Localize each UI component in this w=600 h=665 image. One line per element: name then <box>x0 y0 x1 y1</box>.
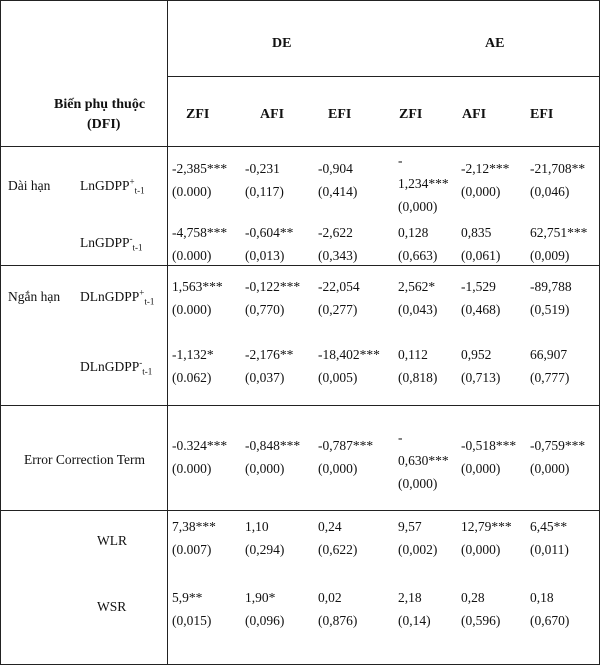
divider-long-run <box>0 265 599 266</box>
column-header-de-afi: AFI <box>260 107 285 122</box>
p-value: (0,000) <box>398 199 438 214</box>
p-value: (0,000) <box>530 461 570 476</box>
coefficient: -4,758*** <box>172 225 228 240</box>
coefficient: -22,054 <box>318 279 360 294</box>
p-value: (0,046) <box>530 184 570 199</box>
table-cell <box>245 157 284 203</box>
p-value: (0,277) <box>318 302 358 317</box>
p-value: (0,519) <box>530 302 570 317</box>
p-value: (0,294) <box>245 542 285 557</box>
coefficient: -1,132* <box>172 347 214 362</box>
table-cell <box>245 343 293 389</box>
coefficient: 7,38*** <box>172 519 216 534</box>
coefficient: -2,622 <box>318 225 353 240</box>
coefficient: 0,952 <box>461 347 492 362</box>
coefficient: 0,18 <box>530 590 554 605</box>
table-cell <box>245 275 300 321</box>
group-header-ae: AE <box>485 36 505 51</box>
table-cell <box>318 157 357 203</box>
coefficient: - <box>398 430 403 445</box>
p-value: (0.000) <box>172 184 212 199</box>
p-value: (0,770) <box>245 302 285 317</box>
variable-lngdpp-neg: LnGDPP-$_{t-1}$ <box>80 233 143 253</box>
coefficient: 1,90* <box>245 590 276 605</box>
coefficient: -2,12*** <box>461 161 510 176</box>
table-cell <box>461 515 512 561</box>
coefficient: -0.324*** <box>172 438 228 453</box>
coefficient: 2,562* <box>398 279 436 294</box>
coefficient: -0,787*** <box>318 438 374 453</box>
coefficient: 0,112 <box>398 347 428 362</box>
table-cell <box>398 343 437 389</box>
p-value: (0,596) <box>461 613 501 628</box>
section-label-short-run: Ngắn hạn <box>8 289 61 304</box>
coefficient: 12,79*** <box>461 519 512 534</box>
p-value: (0,009) <box>530 248 570 263</box>
p-value: (0,670) <box>530 613 570 628</box>
table-cell <box>172 434 227 480</box>
variable-dlngdpp-pos: DLnGDPP+$_{t-1}$ <box>80 287 155 307</box>
divider-short-run <box>0 405 599 406</box>
p-value: (0,713) <box>461 370 501 385</box>
table-cell <box>530 586 569 632</box>
column-header-de-efi: EFI <box>328 107 352 122</box>
p-value: (0,622) <box>318 542 358 557</box>
coefficient: -0,904 <box>318 161 353 176</box>
p-value: (0,818) <box>398 370 438 385</box>
coefficient: -18,402*** <box>318 347 380 362</box>
table-cell <box>318 586 357 632</box>
coefficient: -0,231 <box>245 161 280 176</box>
table-cell <box>172 343 214 389</box>
table-cell <box>172 275 223 321</box>
variable-wlr: WLR <box>97 533 127 548</box>
group-header-de: DE <box>272 36 292 51</box>
table-cell <box>461 221 500 267</box>
column-header-ae-afi: AFI <box>462 107 487 122</box>
coefficient: -0,122*** <box>245 279 301 294</box>
column-header-ae-efi: EFI <box>530 107 554 122</box>
variable-dlngdpp-neg: DLnGDPP-$_{t-1}$ <box>80 357 153 377</box>
table-cell <box>398 515 437 561</box>
p-value: (0,002) <box>398 542 438 557</box>
coefficient: -0,848*** <box>245 438 301 453</box>
p-value: (0,011) <box>530 542 569 557</box>
table-cell <box>398 221 437 267</box>
table-cell <box>398 586 431 632</box>
table-cell <box>530 434 585 480</box>
p-value: (0,000) <box>461 542 501 557</box>
p-value: (0,343) <box>318 248 358 263</box>
coefficient: 0,835 <box>461 225 492 240</box>
p-value: (0,000) <box>245 461 285 476</box>
p-value: (0,015) <box>172 613 212 628</box>
column-header-ae-zfi: ZFI <box>399 107 423 122</box>
table-cell <box>172 221 227 267</box>
p-value: (0.007) <box>172 542 212 557</box>
p-value: (0,000) <box>461 461 501 476</box>
coefficient: 1,234*** <box>398 176 449 191</box>
coefficient: 0,128 <box>398 225 429 240</box>
divider-ect <box>0 510 599 511</box>
p-value: (0,005) <box>318 370 358 385</box>
coefficient: 0,28 <box>461 590 485 605</box>
table-cell <box>318 515 357 561</box>
table-cell <box>461 275 500 321</box>
p-value: (0,013) <box>245 248 285 263</box>
coefficient: -2,176** <box>245 347 294 362</box>
table-cell <box>530 275 572 321</box>
table-cell <box>398 426 449 495</box>
p-value: (0,663) <box>398 248 438 263</box>
p-value: (0,117) <box>245 184 284 199</box>
coefficient: 0,24 <box>318 519 342 534</box>
divider-label-column <box>167 0 168 664</box>
p-value: (0,043) <box>398 302 438 317</box>
coefficient: 0,630*** <box>398 453 449 468</box>
p-value: (0.062) <box>172 370 212 385</box>
column-header-de-zfi: ZFI <box>186 107 210 122</box>
p-value: (0,876) <box>318 613 358 628</box>
table-cell <box>172 515 216 561</box>
table-cell <box>318 343 380 389</box>
coefficient: 1,563*** <box>172 279 223 294</box>
table-cell <box>245 515 284 561</box>
table-cell <box>530 157 585 203</box>
table-cell <box>530 221 587 267</box>
p-value: (0.000) <box>172 302 212 317</box>
variable-wsr: WSR <box>97 599 127 614</box>
coefficient: 0,02 <box>318 590 342 605</box>
table-cell <box>530 343 569 389</box>
p-value: (0,468) <box>461 302 501 317</box>
coefficient: 1,10 <box>245 519 269 534</box>
coefficient: -2,385*** <box>172 161 228 176</box>
coefficient: 62,751*** <box>530 225 588 240</box>
table-cell <box>172 586 211 632</box>
coefficient: -89,788 <box>530 279 572 294</box>
coefficient: 6,45** <box>530 519 568 534</box>
p-value: (0,000) <box>318 461 358 476</box>
p-value: (0,000) <box>398 476 438 491</box>
table-cell <box>461 343 500 389</box>
coefficient: -0,604** <box>245 225 294 240</box>
table-cell <box>461 434 516 480</box>
coefficient: -0,759*** <box>530 438 586 453</box>
section-label-ect: Error Correction Term <box>24 452 146 467</box>
table-cell <box>318 275 360 321</box>
p-value: (0.000) <box>172 248 212 263</box>
table-cell <box>245 221 293 267</box>
coefficient: -1,529 <box>461 279 496 294</box>
coefficient: 66,907 <box>530 347 568 362</box>
divider-groups <box>167 76 599 77</box>
coefficient: - <box>398 153 403 168</box>
table-cell <box>461 157 509 203</box>
p-value: (0,037) <box>245 370 285 385</box>
divider-header <box>0 146 599 147</box>
table-cell <box>398 149 449 218</box>
table-cell <box>318 221 357 267</box>
coefficient: 9,57 <box>398 519 422 534</box>
table-cell <box>245 434 300 480</box>
table-cell <box>398 275 437 321</box>
p-value: (0,000) <box>461 184 501 199</box>
coefficient: -21,708** <box>530 161 586 176</box>
section-label-long-run: Dài hạn <box>8 178 51 193</box>
table-cell <box>245 586 284 632</box>
dependent-variable-label: Biến phụ thuộc <box>54 97 146 112</box>
coefficient: 5,9** <box>172 590 203 605</box>
table-cell <box>172 157 227 203</box>
p-value: (0,096) <box>245 613 285 628</box>
table-cell <box>530 515 569 561</box>
coefficient: -0,518*** <box>461 438 517 453</box>
table-cell <box>461 586 500 632</box>
dependent-variable-abbr: (DFI) <box>87 117 121 132</box>
p-value: (0,777) <box>530 370 570 385</box>
p-value: (0,061) <box>461 248 501 263</box>
p-value: (0,14) <box>398 613 431 628</box>
variable-lngdpp-pos: LnGDPP+$_{t-1}$ <box>80 176 145 196</box>
p-value: (0.000) <box>172 461 212 476</box>
coefficient: 2,18 <box>398 590 422 605</box>
table-cell <box>318 434 373 480</box>
p-value: (0,414) <box>318 184 358 199</box>
